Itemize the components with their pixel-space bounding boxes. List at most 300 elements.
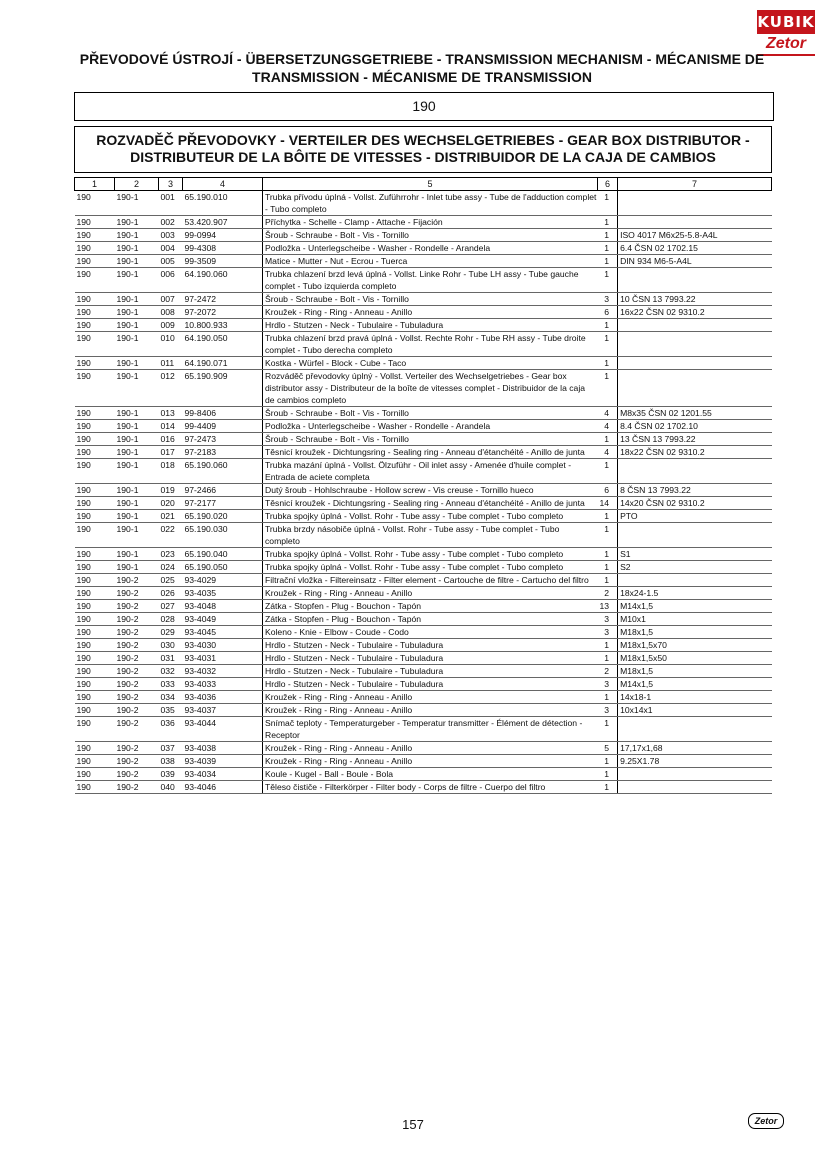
table-row xyxy=(75,497,772,510)
table-row xyxy=(75,678,772,691)
cell-c2: 190-2 xyxy=(115,574,159,587)
cell-c2: 190-1 xyxy=(115,523,159,548)
col-header-7: 7 xyxy=(618,178,772,191)
table-row xyxy=(75,293,772,306)
cell-note: 6.4 ČSN 02 1702.15 xyxy=(618,242,772,255)
table-row xyxy=(75,433,772,446)
cell-desc: Kroužek - Ring - Ring - Anneau - Anillo xyxy=(263,755,598,768)
cell-c1: 190 xyxy=(75,216,115,229)
cell-c3: 035 xyxy=(159,704,183,717)
cell-qty: 1 xyxy=(598,216,618,229)
cell-note: M18x1,5 xyxy=(618,626,772,639)
cell-desc: Trubka přívodu úplná - Vollst. Zuführrohr - Inlet tube assy - Tube de l'adduction complet - Tubo completo xyxy=(263,191,598,216)
cell-qty: 1 xyxy=(598,242,618,255)
cell-qty: 4 xyxy=(598,407,618,420)
cell-note xyxy=(618,216,772,229)
cell-c2: 190-1 xyxy=(115,332,159,357)
cell-desc: Příchytka - Schelle - Clamp - Attache - Fijación xyxy=(263,216,598,229)
table-row xyxy=(75,665,772,678)
cell-c3: 001 xyxy=(159,191,183,216)
cell-c2: 190-1 xyxy=(115,242,159,255)
cell-desc: Kroužek - Ring - Ring - Anneau - Anillo xyxy=(263,587,598,600)
cell-c1: 190 xyxy=(75,523,115,548)
cell-desc: Snímač teploty - Temperaturgeber - Temperatur transmitter - Élément de détection - Receptor xyxy=(263,717,598,742)
cell-c1: 190 xyxy=(75,433,115,446)
cell-qty: 1 xyxy=(598,717,618,742)
cell-c3: 007 xyxy=(159,293,183,306)
table-row xyxy=(75,306,772,319)
cell-qty: 3 xyxy=(598,293,618,306)
cell-qty: 1 xyxy=(598,768,618,781)
cell-c4: 93-4046 xyxy=(183,781,263,794)
table-row xyxy=(75,407,772,420)
cell-c4: 65.190.040 xyxy=(183,548,263,561)
cell-desc: Zátka - Stopfen - Plug - Bouchon - Tapón xyxy=(263,600,598,613)
cell-qty: 1 xyxy=(598,319,618,332)
cell-c3: 024 xyxy=(159,561,183,574)
cell-qty: 14 xyxy=(598,497,618,510)
logo-zetor: Zetor xyxy=(757,34,815,56)
cell-c4: 93-4030 xyxy=(183,639,263,652)
cell-c3: 034 xyxy=(159,691,183,704)
cell-desc: Kroužek - Ring - Ring - Anneau - Anillo xyxy=(263,306,598,319)
cell-c1: 190 xyxy=(75,191,115,216)
cell-note xyxy=(618,370,772,407)
cell-c1: 190 xyxy=(75,407,115,420)
cell-desc: Trubka spojky úplná - Vollst. Rohr - Tube assy - Tube complet - Tubo completo xyxy=(263,561,598,574)
cell-note: 17,17x1,68 xyxy=(618,742,772,755)
cell-c2: 190-1 xyxy=(115,370,159,407)
cell-qty: 1 xyxy=(598,191,618,216)
cell-desc: Trubka spojky úplná - Vollst. Rohr - Tube assy - Tube complet - Tubo completo xyxy=(263,510,598,523)
cell-desc: Trubka chlazení brzd levá úplná - Vollst. Linke Rohr - Tube LH assy - Tube gauche complet - Tubo izquierda completo xyxy=(263,268,598,293)
cell-c3: 013 xyxy=(159,407,183,420)
cell-c2: 190-2 xyxy=(115,678,159,691)
cell-c1: 190 xyxy=(75,768,115,781)
cell-qty: 2 xyxy=(598,587,618,600)
cell-c4: 93-4035 xyxy=(183,587,263,600)
cell-c3: 016 xyxy=(159,433,183,446)
cell-note: M8x35 ČSN 02 1201.55 xyxy=(618,407,772,420)
table-row xyxy=(75,332,772,357)
cell-c4: 97-2183 xyxy=(183,446,263,459)
table-row xyxy=(75,229,772,242)
cell-qty: 4 xyxy=(598,420,618,433)
cell-c2: 190-2 xyxy=(115,652,159,665)
cell-c2: 190-2 xyxy=(115,639,159,652)
footer-zetor-logo: Zetor xyxy=(748,1113,784,1129)
cell-c1: 190 xyxy=(75,306,115,319)
cell-c4: 97-2472 xyxy=(183,293,263,306)
cell-desc: Hrdlo - Stutzen - Neck - Tubulaire - Tubuladura xyxy=(263,652,598,665)
cell-c1: 190 xyxy=(75,357,115,370)
table-row xyxy=(75,191,772,216)
cell-desc: Kroužek - Ring - Ring - Anneau - Anillo xyxy=(263,742,598,755)
table-row xyxy=(75,587,772,600)
cell-qty: 1 xyxy=(598,510,618,523)
cell-c3: 002 xyxy=(159,216,183,229)
cell-note xyxy=(618,459,772,484)
cell-c4: 64.190.050 xyxy=(183,332,263,357)
cell-note: PTO xyxy=(618,510,772,523)
cell-note: M18x1,5 xyxy=(618,665,772,678)
cell-c4: 93-4049 xyxy=(183,613,263,626)
cell-desc: Trubka mazání úplná - Vollst. Ölzuführ - Oil inlet assy - Amenée d'huile complet - Entrada de aciete completa xyxy=(263,459,598,484)
table-row xyxy=(75,510,772,523)
cell-c2: 190-1 xyxy=(115,484,159,497)
cell-c4: 64.190.060 xyxy=(183,268,263,293)
cell-c1: 190 xyxy=(75,497,115,510)
header-line-1: PŘEVODOVÉ ÚSTROJÍ - ÜBERSETZUNGSGETRIEBE - TRANSMISSION MECHANISM - MÉCANISME DE xyxy=(79,51,765,67)
table-row xyxy=(75,319,772,332)
cell-qty: 6 xyxy=(598,484,618,497)
cell-note xyxy=(618,574,772,587)
cell-c4: 99-3509 xyxy=(183,255,263,268)
group-number: 190 xyxy=(74,92,774,121)
cell-desc: Těsnicí kroužek - Dichtungsring - Sealing ring - Anneau d'étanchéité - Anillo de junta xyxy=(263,446,598,459)
cell-c1: 190 xyxy=(75,293,115,306)
cell-c1: 190 xyxy=(75,446,115,459)
cell-qty: 4 xyxy=(598,446,618,459)
cell-note xyxy=(618,781,772,794)
cell-c2: 190-1 xyxy=(115,191,159,216)
col-header-6: 6 xyxy=(598,178,618,191)
table-row xyxy=(75,357,772,370)
cell-c3: 027 xyxy=(159,600,183,613)
table-row xyxy=(75,548,772,561)
cell-note: 18x22 ČSN 02 9310.2 xyxy=(618,446,772,459)
table-row xyxy=(75,704,772,717)
cell-note xyxy=(618,191,772,216)
parts-table xyxy=(74,177,772,794)
cell-desc: Těsnicí kroužek - Dichtungsring - Sealing ring - Anneau d'étanchéité - Anillo de junta xyxy=(263,497,598,510)
cell-c4: 97-2466 xyxy=(183,484,263,497)
cell-note: 8 ČSN 13 7993.22 xyxy=(618,484,772,497)
cell-note: M18x1,5x70 xyxy=(618,639,772,652)
cell-c2: 190-1 xyxy=(115,293,159,306)
cell-c4: 99-4308 xyxy=(183,242,263,255)
table-row xyxy=(75,561,772,574)
cell-c3: 031 xyxy=(159,652,183,665)
cell-c2: 190-2 xyxy=(115,665,159,678)
cell-c1: 190 xyxy=(75,268,115,293)
group-title xyxy=(74,126,772,173)
cell-c4: 99-8406 xyxy=(183,407,263,420)
cell-note: 10 ČSN 13 7993.22 xyxy=(618,293,772,306)
cell-note: 16x22 ČSN 02 9310.2 xyxy=(618,306,772,319)
cell-desc: Trubka brzdy násobiče úplná - Vollst. Rohr - Tube assy - Tube complet - Tubo completo xyxy=(263,523,598,548)
table-row xyxy=(75,216,772,229)
cell-note: 14x20 ČSN 02 9310.2 xyxy=(618,497,772,510)
cell-c2: 190-1 xyxy=(115,433,159,446)
cell-c1: 190 xyxy=(75,548,115,561)
cell-c2: 190-2 xyxy=(115,742,159,755)
cell-c3: 011 xyxy=(159,357,183,370)
cell-qty: 2 xyxy=(598,665,618,678)
table-row xyxy=(75,268,772,293)
cell-desc: Hrdlo - Stutzen - Neck - Tubulaire - Tubuladura xyxy=(263,665,598,678)
page-number: 157 xyxy=(402,1117,424,1132)
table-row xyxy=(75,742,772,755)
cell-note: 14x18-1 xyxy=(618,691,772,704)
cell-c3: 019 xyxy=(159,484,183,497)
cell-qty: 1 xyxy=(598,332,618,357)
cell-qty: 3 xyxy=(598,626,618,639)
cell-c2: 190-1 xyxy=(115,268,159,293)
cell-c1: 190 xyxy=(75,626,115,639)
cell-c1: 190 xyxy=(75,665,115,678)
cell-note: M14x1,5 xyxy=(618,600,772,613)
cell-c4: 93-4033 xyxy=(183,678,263,691)
cell-c1: 190 xyxy=(75,319,115,332)
cell-qty: 3 xyxy=(598,704,618,717)
cell-c3: 005 xyxy=(159,255,183,268)
cell-c2: 190-1 xyxy=(115,357,159,370)
cell-c3: 018 xyxy=(159,459,183,484)
cell-desc: Šroub - Schraube - Bolt - Vis - Tornillo xyxy=(263,433,598,446)
cell-c1: 190 xyxy=(75,600,115,613)
cell-c4: 65.190.050 xyxy=(183,561,263,574)
cell-note: 18x24-1.5 xyxy=(618,587,772,600)
cell-desc: Zátka - Stopfen - Plug - Bouchon - Tapón xyxy=(263,613,598,626)
cell-c1: 190 xyxy=(75,639,115,652)
cell-qty: 1 xyxy=(598,433,618,446)
cell-c2: 190-2 xyxy=(115,704,159,717)
cell-qty: 5 xyxy=(598,742,618,755)
cell-c1: 190 xyxy=(75,561,115,574)
cell-c2: 190-2 xyxy=(115,613,159,626)
table-row xyxy=(75,255,772,268)
cell-c3: 040 xyxy=(159,781,183,794)
cell-c2: 190-2 xyxy=(115,600,159,613)
cell-c4: 97-2473 xyxy=(183,433,263,446)
cell-c1: 190 xyxy=(75,613,115,626)
cell-c4: 65.190.030 xyxy=(183,523,263,548)
cell-c2: 190-1 xyxy=(115,229,159,242)
parts-table-body xyxy=(75,191,772,794)
cell-c3: 012 xyxy=(159,370,183,407)
cell-desc: Hrdlo - Stutzen - Neck - Tubulaire - Tubuladura xyxy=(263,319,598,332)
cell-c1: 190 xyxy=(75,459,115,484)
table-row xyxy=(75,781,772,794)
cell-c1: 190 xyxy=(75,574,115,587)
cell-c3: 017 xyxy=(159,446,183,459)
cell-c4: 10.800.933 xyxy=(183,319,263,332)
cell-c4: 99-4409 xyxy=(183,420,263,433)
table-row xyxy=(75,755,772,768)
cell-c2: 190-2 xyxy=(115,717,159,742)
cell-desc: Hrdlo - Stutzen - Neck - Tubulaire - Tubuladura xyxy=(263,678,598,691)
table-row xyxy=(75,459,772,484)
cell-desc: Filtrační vložka - Filtereinsatz - Filter element - Cartouche de filtre - Cartucho del filtro xyxy=(263,574,598,587)
cell-c3: 033 xyxy=(159,678,183,691)
cell-qty: 3 xyxy=(598,678,618,691)
col-header-3: 3 xyxy=(159,178,183,191)
cell-c4: 93-4029 xyxy=(183,574,263,587)
table-row xyxy=(75,613,772,626)
cell-c2: 190-2 xyxy=(115,691,159,704)
cell-qty: 1 xyxy=(598,691,618,704)
cell-c2: 190-1 xyxy=(115,497,159,510)
cell-c1: 190 xyxy=(75,704,115,717)
cell-desc: Těleso čističe - Filterkörper - Filter body - Corps de filtre - Cuerpo del filtro xyxy=(263,781,598,794)
cell-c2: 190-1 xyxy=(115,510,159,523)
cell-c3: 014 xyxy=(159,420,183,433)
cell-desc: Šroub - Schraube - Bolt - Vis - Tornillo xyxy=(263,407,598,420)
col-header-1: 1 xyxy=(75,178,115,191)
table-row xyxy=(75,484,772,497)
cell-c4: 93-4031 xyxy=(183,652,263,665)
cell-note: 8.4 ČSN 02 1702.10 xyxy=(618,420,772,433)
cell-c3: 030 xyxy=(159,639,183,652)
cell-c3: 006 xyxy=(159,268,183,293)
cell-c1: 190 xyxy=(75,332,115,357)
cell-c4: 93-4038 xyxy=(183,742,263,755)
cell-c2: 190-1 xyxy=(115,216,159,229)
cell-note xyxy=(618,523,772,548)
cell-qty: 1 xyxy=(598,561,618,574)
cell-c2: 190-1 xyxy=(115,306,159,319)
cell-qty: 1 xyxy=(598,357,618,370)
cell-note: 13 ČSN 13 7993.22 xyxy=(618,433,772,446)
cell-desc: Kroužek - Ring - Ring - Anneau - Anillo xyxy=(263,691,598,704)
cell-qty: 3 xyxy=(598,613,618,626)
table-row xyxy=(75,691,772,704)
cell-note xyxy=(618,768,772,781)
table-row xyxy=(75,768,772,781)
cell-qty: 1 xyxy=(598,639,618,652)
cell-c4: 93-4044 xyxy=(183,717,263,742)
cell-qty: 1 xyxy=(598,652,618,665)
table-row xyxy=(75,652,772,665)
cell-c1: 190 xyxy=(75,755,115,768)
cell-c1: 190 xyxy=(75,587,115,600)
cell-c4: 99-0994 xyxy=(183,229,263,242)
cell-c2: 190-1 xyxy=(115,446,159,459)
cell-qty: 1 xyxy=(598,755,618,768)
cell-note: 9.25X1.78 xyxy=(618,755,772,768)
cell-qty: 6 xyxy=(598,306,618,319)
cell-c3: 039 xyxy=(159,768,183,781)
cell-c2: 190-2 xyxy=(115,768,159,781)
cell-c3: 029 xyxy=(159,626,183,639)
cell-c3: 037 xyxy=(159,742,183,755)
cell-c1: 190 xyxy=(75,717,115,742)
cell-note xyxy=(618,357,772,370)
cell-c4: 93-4039 xyxy=(183,755,263,768)
cell-note: M18x1,5x50 xyxy=(618,652,772,665)
cell-qty: 1 xyxy=(598,255,618,268)
cell-c1: 190 xyxy=(75,510,115,523)
cell-desc: Hrdlo - Stutzen - Neck - Tubulaire - Tubuladura xyxy=(263,639,598,652)
cell-desc: Trubka spojky úplná - Vollst. Rohr - Tube assy - Tube complet - Tubo completo xyxy=(263,548,598,561)
cell-qty: 1 xyxy=(598,229,618,242)
table-row xyxy=(75,370,772,407)
cell-c4: 93-4037 xyxy=(183,704,263,717)
cell-desc: Podložka - Unterlegscheibe - Washer - Rondelle - Arandela xyxy=(263,242,598,255)
group-title-line-1: ROZVADĚČ PŘEVODOVKY - VERTEILER DES WECHSELGETRIEBES - GEAR BOX DISTRIBUTOR - xyxy=(96,132,750,148)
col-header-5: 5 xyxy=(263,178,598,191)
cell-c1: 190 xyxy=(75,691,115,704)
table-row xyxy=(75,420,772,433)
cell-desc: Šroub - Schraube - Bolt - Vis - Tornillo xyxy=(263,229,598,242)
cell-c4: 65.190.010 xyxy=(183,191,263,216)
col-header-2: 2 xyxy=(115,178,159,191)
cell-note xyxy=(618,717,772,742)
cell-note xyxy=(618,268,772,293)
cell-c1: 190 xyxy=(75,255,115,268)
cell-c4: 65.190.020 xyxy=(183,510,263,523)
cell-c1: 190 xyxy=(75,678,115,691)
cell-c2: 190-1 xyxy=(115,548,159,561)
table-row xyxy=(75,600,772,613)
cell-c2: 190-1 xyxy=(115,407,159,420)
cell-c3: 008 xyxy=(159,306,183,319)
cell-qty: 1 xyxy=(598,459,618,484)
cell-c3: 028 xyxy=(159,613,183,626)
cell-note: ISO 4017 M6x25-5.8-A4L xyxy=(618,229,772,242)
cell-note: M14x1,5 xyxy=(618,678,772,691)
parts-table-header xyxy=(75,178,772,191)
cell-qty: 1 xyxy=(598,781,618,794)
cell-qty: 1 xyxy=(598,548,618,561)
cell-c4: 93-4032 xyxy=(183,665,263,678)
cell-c4: 93-4036 xyxy=(183,691,263,704)
cell-qty: 1 xyxy=(598,523,618,548)
cell-desc: Dutý šroub - Hohlschraube - Hollow screw - Vis creuse - Tornillo hueco xyxy=(263,484,598,497)
cell-note: 10x14x1 xyxy=(618,704,772,717)
cell-c3: 009 xyxy=(159,319,183,332)
page-header xyxy=(72,50,772,86)
cell-c4: 64.190.071 xyxy=(183,357,263,370)
cell-desc: Šroub - Schraube - Bolt - Vis - Tornillo xyxy=(263,293,598,306)
cell-desc: Podložka - Unterlegscheibe - Washer - Rondelle - Arandela xyxy=(263,420,598,433)
cell-desc: Kroužek - Ring - Ring - Anneau - Anillo xyxy=(263,704,598,717)
cell-desc: Trubka chlazení brzd pravá úplná - Vollst. Rechte Rohr - Tube RH assy - Tube droite complet - Tubo derecha completo xyxy=(263,332,598,357)
table-row xyxy=(75,639,772,652)
cell-c2: 190-1 xyxy=(115,420,159,433)
cell-c4: 53.420.907 xyxy=(183,216,263,229)
cell-c1: 190 xyxy=(75,370,115,407)
cell-note xyxy=(618,332,772,357)
cell-c1: 190 xyxy=(75,242,115,255)
cell-desc: Kostka - Würfel - Block - Cube - Taco xyxy=(263,357,598,370)
cell-qty: 1 xyxy=(598,370,618,407)
cell-c4: 65.190.060 xyxy=(183,459,263,484)
cell-c3: 023 xyxy=(159,548,183,561)
cell-c2: 190-2 xyxy=(115,781,159,794)
cell-c4: 97-2072 xyxy=(183,306,263,319)
cell-c4: 93-4048 xyxy=(183,600,263,613)
cell-c2: 190-1 xyxy=(115,255,159,268)
table-row xyxy=(75,242,772,255)
cell-c2: 190-1 xyxy=(115,459,159,484)
cell-c3: 038 xyxy=(159,755,183,768)
header-line-2: TRANSMISSION - MÉCANISME DE TRANSMISSION xyxy=(252,69,592,85)
cell-note: DIN 934 M6-5-A4L xyxy=(618,255,772,268)
cell-c1: 190 xyxy=(75,484,115,497)
cell-c3: 025 xyxy=(159,574,183,587)
cell-desc: Koule - Kugel - Ball - Boule - Bola xyxy=(263,768,598,781)
cell-c1: 190 xyxy=(75,652,115,665)
table-row xyxy=(75,626,772,639)
cell-c4: 93-4045 xyxy=(183,626,263,639)
table-row xyxy=(75,446,772,459)
group-title-line-2: DISTRIBUTEUR DE LA BÔITE DE VITESSES - DISTRIBUIDOR DE LA CAJA DE CAMBIOS xyxy=(130,149,716,165)
cell-desc: Rozváděč převodovky úplný - Vollst. Verteiler des Wechselgetriebes - Gear box distributor assy - Distributeur de la boîte de vitesses complet - Distribuidor de la caja de cambios completo xyxy=(263,370,598,407)
cell-c2: 190-1 xyxy=(115,319,159,332)
cell-c3: 003 xyxy=(159,229,183,242)
